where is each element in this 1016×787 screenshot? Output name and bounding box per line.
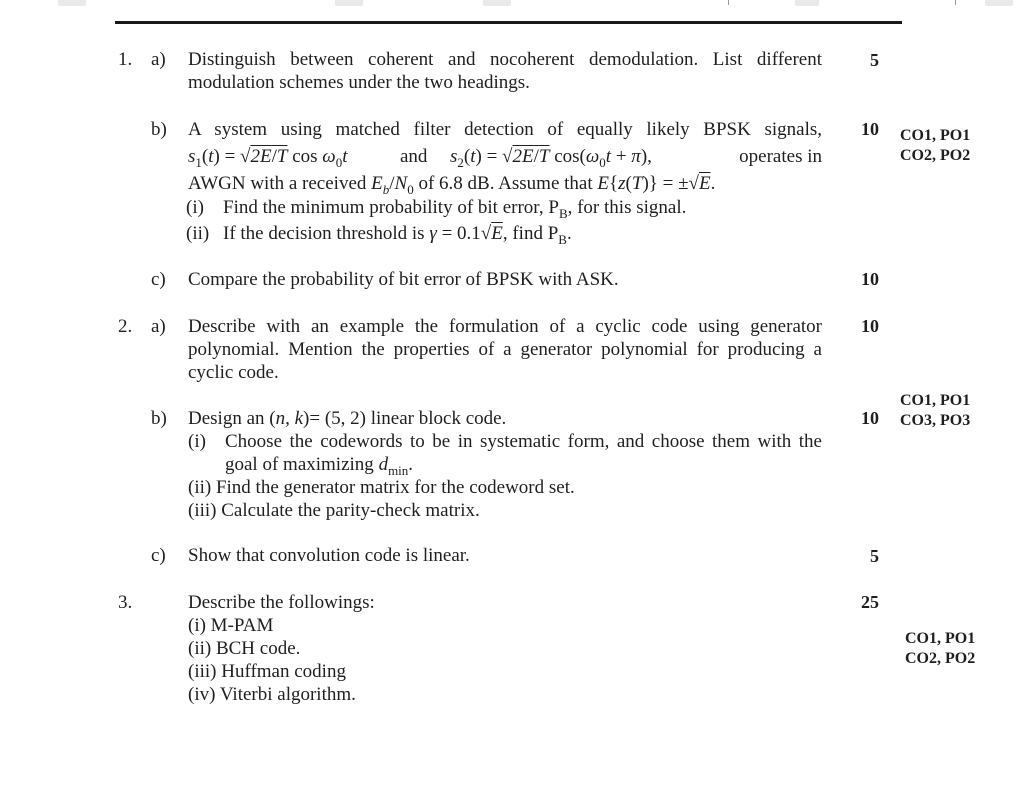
question-1b-line3-mid: of 6.8 dB. Assume that bbox=[418, 173, 593, 194]
question-2a-label: a) bbox=[151, 316, 166, 337]
question-1b-i-label: (i) bbox=[186, 197, 204, 218]
question-2b-i-line2-text: goal of maximizing bbox=[225, 454, 374, 475]
question-1b-ii-end: . bbox=[566, 223, 572, 244]
question-1b-ii-sub: B bbox=[558, 231, 567, 247]
question-2b-i-d: d bbox=[378, 454, 389, 475]
question-1b-ii-mid: , find P bbox=[502, 223, 559, 244]
question-1b-ii-body: If the decision threshold is bbox=[223, 223, 425, 244]
question-2a-marks: 10 bbox=[861, 316, 879, 336]
question-2c-marks: 5 bbox=[870, 546, 879, 566]
question-3-item: (ii) BCH code. bbox=[188, 638, 301, 659]
question-2c-text: Show that convolution code is linear. bbox=[188, 545, 470, 566]
toolbar-button[interactable] bbox=[335, 0, 363, 6]
question-1b-i-end: , for this signal. bbox=[567, 197, 687, 218]
question-1b-formula-s2: $s_2(t) = √2E/T$ $\cos(\omega_0t + \pi)$, bbox=[450, 146, 652, 170]
question-2b-line1-pre: Design an ( bbox=[188, 408, 276, 429]
question-1a-marks: 5 bbox=[870, 50, 879, 70]
question-1b-marks: 10 bbox=[861, 119, 879, 139]
viewer-toolbar bbox=[0, 0, 1016, 16]
question-1b-ii-text: If the decision threshold is γ = 0.1√E, find $P_B$. bbox=[223, 223, 572, 247]
question-2b-i-text: Choose the codewords to be in systematic form, and choose them with the bbox=[225, 431, 822, 452]
question-1c-text: Compare the probability of bit error of BPSK with ASK. bbox=[188, 269, 619, 290]
question-3-marks: 25 bbox=[861, 592, 879, 612]
question-3-number: 3. bbox=[118, 592, 133, 613]
question-2b-iii: (iii) Calculate the parity-check matrix. bbox=[188, 500, 480, 521]
header-rule bbox=[115, 21, 902, 24]
question-2b-i-line2 bbox=[225, 453, 413, 476]
question-1c-label: c) bbox=[151, 269, 166, 290]
question-2b-i-end: . bbox=[408, 454, 414, 475]
question-2a-line2: polynomial. Mention the properties of a generator polynomial for producing a bbox=[188, 339, 822, 360]
question-3-intro: Describe the followings: bbox=[188, 592, 375, 613]
question-3-item: (iii) Huffman coding bbox=[188, 661, 346, 682]
question-2c-label: c) bbox=[151, 545, 166, 566]
question-3-item: (i) M-PAM bbox=[188, 615, 274, 636]
question-1b-formula-s1: $s_1(t) = √2E/T$ $\cos \omega_0t$ bbox=[188, 146, 348, 170]
question-1b-i-sub: B bbox=[558, 205, 568, 221]
question-2b-label: b) bbox=[151, 408, 167, 429]
question-2b-ii: (ii) Find the generator matrix for the codeword set. bbox=[188, 477, 575, 498]
question-2b-line1-post: )= (5, 2) linear block code. bbox=[303, 408, 507, 429]
toolbar-tick bbox=[955, 0, 956, 5]
question-2a-line1: Describe with an example the formulation of a cyclic code using generator bbox=[188, 316, 822, 337]
question-2b-co-line1: CO1, PO1 bbox=[900, 392, 971, 409]
question-1a-line1: Distinguish between coherent and nocoherent demodulation. List different bbox=[188, 49, 822, 70]
question-1b-label: b) bbox=[151, 119, 167, 140]
question-1a-line2: modulation schemes under the two headings. bbox=[188, 72, 530, 93]
question-2-number: 2. bbox=[118, 316, 133, 337]
question-2b-i-sub: min bbox=[388, 462, 409, 478]
question-3-item: (iv) Viterbi algorithm. bbox=[188, 684, 356, 705]
question-1a-label: a) bbox=[151, 49, 166, 70]
question-1b-line3: AWGN with a received $E_b/N_0$ of 6.8 dB. Assume that E{z(T)} = ±√E. bbox=[188, 173, 716, 197]
question-2b-marks: 10 bbox=[861, 408, 879, 428]
question-1b-i-body: Find the minimum probability of bit error, P bbox=[223, 197, 559, 218]
question-2b-line1 bbox=[188, 407, 506, 430]
toolbar-button[interactable] bbox=[985, 0, 1013, 6]
question-1b-i-text bbox=[223, 196, 686, 219]
question-2b-co-line2: CO3, PO3 bbox=[900, 412, 971, 429]
question-2b-line1-nk: n, k bbox=[275, 408, 304, 429]
toolbar-button[interactable] bbox=[795, 0, 819, 6]
question-1b-line3-pre: AWGN with a received bbox=[188, 173, 367, 194]
toolbar-button[interactable] bbox=[483, 0, 511, 6]
toolbar-button[interactable] bbox=[58, 0, 86, 6]
toolbar-tick bbox=[728, 0, 729, 5]
question-2a-line3: cyclic code. bbox=[188, 362, 279, 383]
question-2b-i-label: (i) bbox=[188, 431, 206, 452]
question-3-co-line1: CO1, PO1 bbox=[905, 630, 976, 647]
question-1b-ii-label: (ii) bbox=[186, 223, 210, 244]
question-1b-co-line2: CO2, PO2 bbox=[900, 147, 971, 164]
question-1b-line2-operates: operates in bbox=[739, 146, 822, 167]
question-1-number: 1. bbox=[118, 49, 133, 70]
question-1b-co-line1: CO1, PO1 bbox=[900, 127, 971, 144]
question-3-co-line2: CO2, PO2 bbox=[905, 650, 976, 667]
question-1b-line2-and: and bbox=[400, 146, 428, 167]
question-1c-marks: 10 bbox=[861, 269, 879, 289]
question-1b-line1: A system using matched filter detection of equally likely BPSK signals, bbox=[188, 119, 822, 140]
